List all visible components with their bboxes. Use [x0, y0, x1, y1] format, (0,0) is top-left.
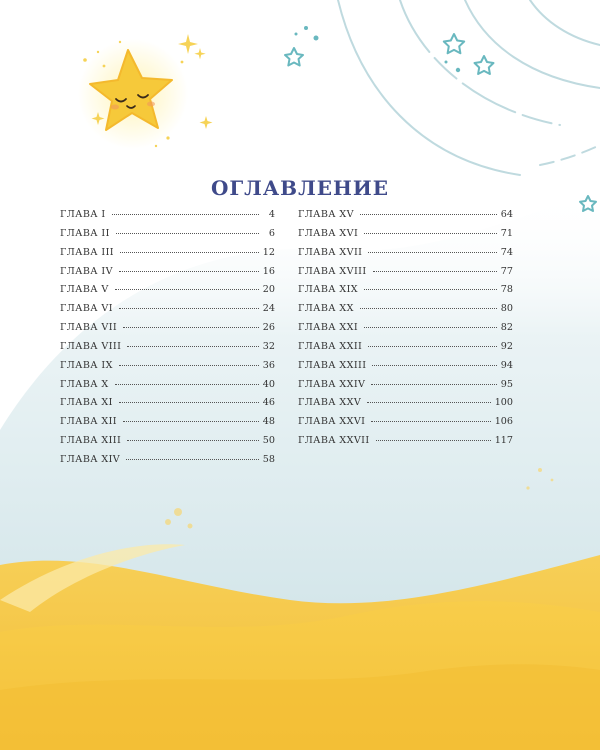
page-number: 92 — [500, 340, 513, 352]
page-number: 40 — [262, 378, 275, 390]
toc-entry — [298, 209, 513, 228]
page-number: 16 — [262, 265, 275, 277]
page-number: 36 — [262, 359, 275, 371]
page-number: 58 — [262, 453, 275, 465]
dot-leader — [127, 346, 258, 347]
dot-leader — [119, 402, 259, 403]
toc-entry — [60, 360, 275, 379]
dot-leader — [126, 459, 259, 460]
toc-entry — [298, 435, 513, 454]
chapter-label: ГЛАВА XX — [298, 303, 354, 315]
orbit-lines — [338, 0, 600, 175]
dot-leader — [364, 327, 497, 328]
chapter-label: ГЛАВА XXIII — [298, 359, 367, 371]
dot-leader — [376, 440, 491, 441]
page-number: 4 — [268, 209, 275, 220]
chapter-label: ГЛАВА XVII — [298, 246, 363, 258]
chapter-label: ГЛАВА XIII — [60, 435, 122, 447]
toc-entry — [298, 228, 513, 247]
toc-entry — [298, 303, 513, 322]
toc-entry — [298, 322, 513, 341]
page-number: 95 — [500, 378, 513, 390]
dot-leader — [360, 214, 497, 215]
chapter-label: ГЛАВА VII — [60, 322, 118, 334]
toc-entry — [60, 341, 275, 360]
chapter-label: ГЛАВА XV — [298, 209, 354, 220]
toc-entry — [60, 266, 275, 285]
dot-leader — [127, 440, 259, 441]
toc-entry — [298, 247, 513, 266]
toc-entry — [60, 303, 275, 322]
chapter-label: ГЛАВА XXIV — [298, 378, 366, 390]
toc-entry — [60, 228, 275, 247]
page-number: 117 — [494, 435, 513, 447]
dot-leader — [115, 384, 259, 385]
toc-column-right — [298, 209, 513, 454]
dot-leader — [364, 233, 497, 234]
dot-leader — [371, 384, 496, 385]
chapter-label: ГЛАВА II — [60, 227, 110, 239]
page-number: 78 — [500, 284, 513, 296]
page-number: 64 — [500, 209, 513, 220]
page-number: 50 — [262, 435, 275, 447]
toc-entry — [60, 454, 275, 473]
dot-leader — [120, 252, 259, 253]
toc-entry — [298, 360, 513, 379]
page-number: 12 — [262, 246, 275, 258]
toc-entry — [298, 416, 513, 435]
page-number: 46 — [262, 397, 275, 409]
chapter-label: ГЛАВА XII — [60, 416, 117, 428]
toc-entry — [298, 379, 513, 398]
dot-leader — [123, 421, 259, 422]
chapter-label: ГЛАВА XXV — [298, 397, 362, 409]
smiling-star-icon — [78, 39, 188, 149]
dot-leader — [372, 365, 496, 366]
chapter-label: ГЛАВА V — [60, 284, 109, 296]
toc-entry — [60, 209, 275, 228]
chapter-label: ГЛАВА XXVII — [298, 435, 370, 447]
dot-leader — [123, 327, 259, 328]
dot-leader — [373, 271, 497, 272]
page-number: 48 — [262, 416, 275, 428]
page-number: 82 — [500, 322, 513, 334]
chapter-label: ГЛАВА IX — [60, 359, 113, 371]
dot-leader — [371, 421, 490, 422]
toc-entry — [298, 341, 513, 360]
toc-entry — [60, 284, 275, 303]
chapter-label: ГЛАВА XXVI — [298, 416, 366, 428]
dot-leader — [368, 252, 496, 253]
page-number: 26 — [262, 322, 275, 334]
toc-entry — [60, 416, 275, 435]
page-number: 20 — [262, 284, 275, 296]
chapter-label: ГЛАВА X — [60, 378, 109, 390]
page-title: ОГЛАВЛЕНИЕ — [210, 176, 390, 200]
dot-leader — [116, 233, 259, 234]
toc-entry — [298, 266, 513, 285]
chapter-label: ГЛАВА XI — [60, 397, 113, 409]
toc-entry — [298, 284, 513, 303]
dot-leader — [119, 308, 259, 309]
page-number: 106 — [494, 416, 513, 428]
chapter-label: ГЛАВА I — [60, 209, 106, 220]
toc-entry — [298, 397, 513, 416]
dot-leader — [119, 365, 259, 366]
page-number: 71 — [500, 227, 513, 239]
chapter-label: ГЛАВА III — [60, 246, 114, 258]
page-number: 80 — [500, 303, 513, 315]
chapter-label: ГЛАВА XXI — [298, 322, 359, 334]
toc-entry — [60, 435, 275, 454]
dot-leader — [364, 289, 497, 290]
page-number: 77 — [500, 265, 513, 277]
dot-leader — [112, 214, 259, 215]
dot-leader — [368, 346, 497, 347]
page-number: 94 — [500, 359, 513, 371]
toc-entry — [60, 247, 275, 266]
page-number: 6 — [268, 227, 275, 239]
dot-leader — [119, 271, 259, 272]
dot-leader — [367, 402, 491, 403]
small-dots — [295, 26, 461, 72]
page-number: 100 — [494, 397, 513, 409]
chapter-label: ГЛАВА XIX — [298, 284, 359, 296]
toc-entry — [60, 379, 275, 398]
chapter-label: ГЛАВА XXII — [298, 340, 363, 352]
page-number: 24 — [262, 303, 275, 315]
chapter-label: ГЛАВА IV — [60, 265, 113, 277]
toc-entry — [60, 397, 275, 416]
chapter-label: ГЛАВА XVIII — [298, 265, 367, 277]
toc-column-left — [60, 209, 275, 473]
chapter-label: ГЛАВА XVI — [298, 227, 359, 239]
toc-entry — [60, 322, 275, 341]
chapter-label: ГЛАВА XIV — [60, 453, 121, 465]
chapter-label: ГЛАВА VIII — [60, 340, 122, 352]
chapter-label: ГЛАВА VI — [60, 303, 113, 315]
dot-leader — [360, 308, 497, 309]
page-number: 32 — [262, 340, 275, 352]
dot-leader — [115, 289, 259, 290]
page-number: 74 — [500, 246, 513, 258]
